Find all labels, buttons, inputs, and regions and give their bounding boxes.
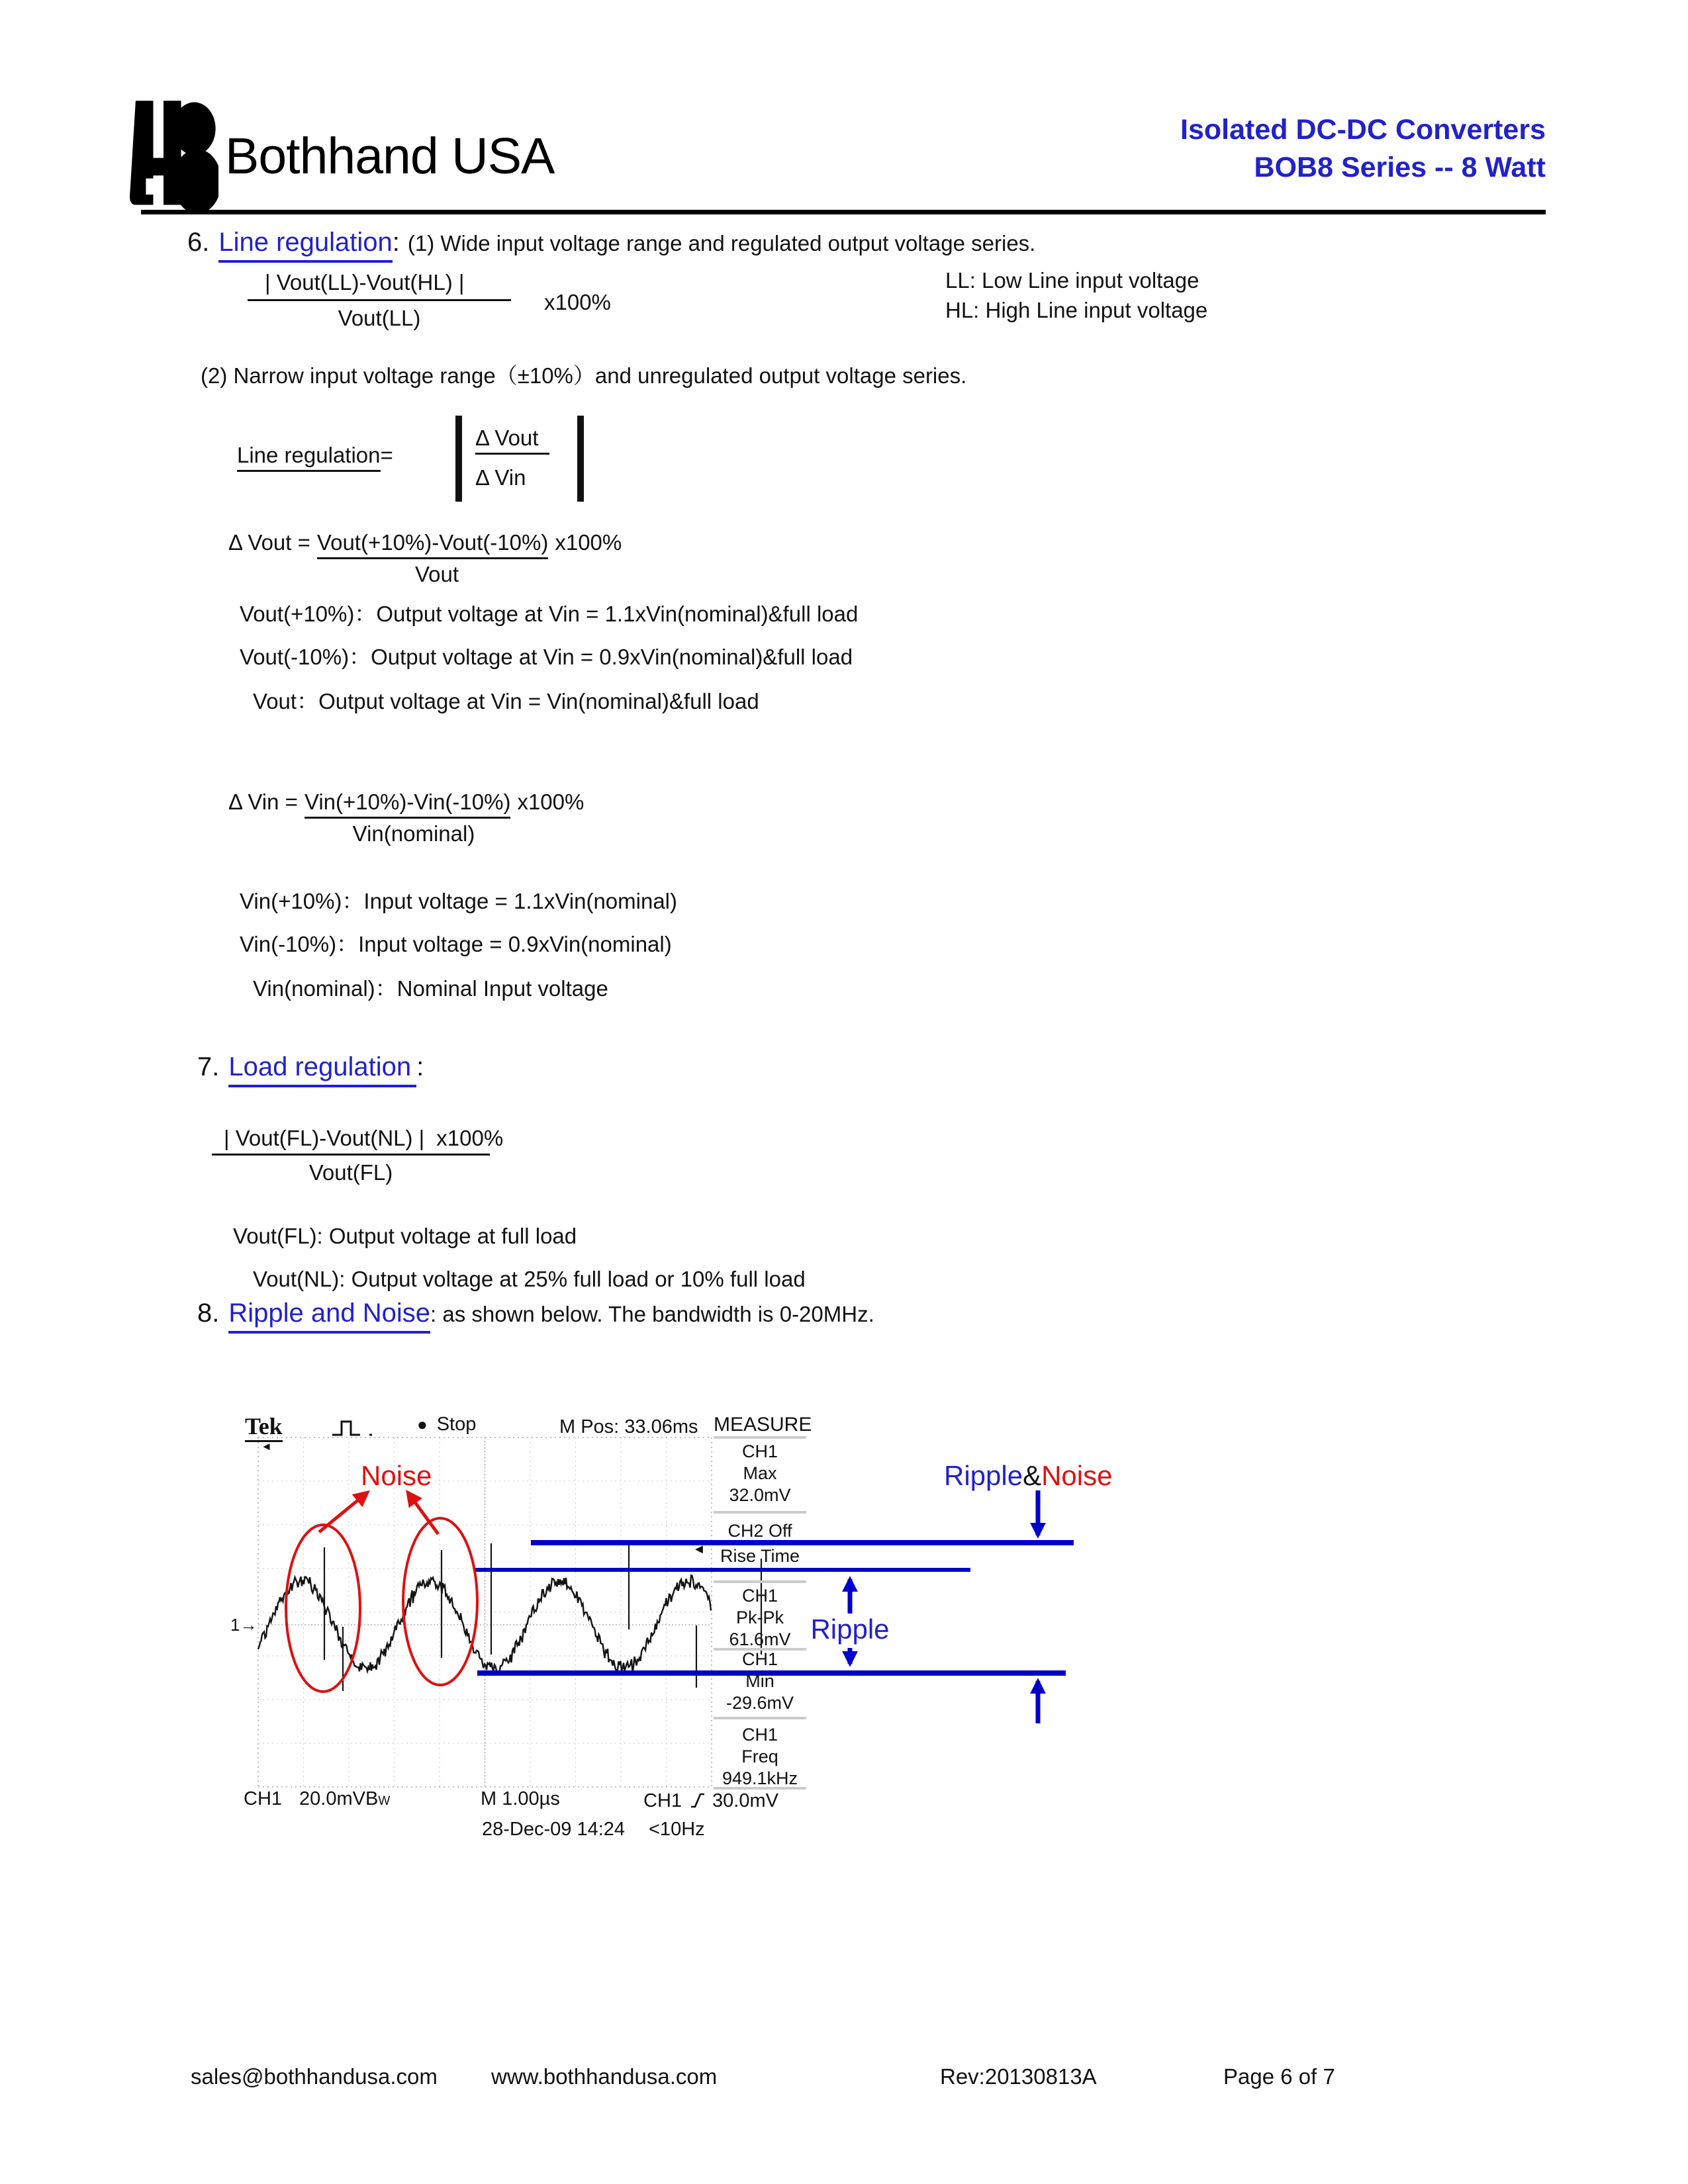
formula3-numerator: Vout(+10%)-Vout(-10%): [317, 529, 548, 559]
formula5-denominator: Vout(FL): [308, 1160, 393, 1185]
section6-intro: (1) Wide input voltage range and regulated output voltage series.: [407, 231, 1036, 255]
section8-title: Ripple and Noise: [228, 1297, 430, 1334]
section8-number: 8.: [197, 1298, 220, 1328]
formula2-numerator: Δ Vout: [475, 425, 549, 455]
trigger-frequency-readout: <10Hz: [649, 1819, 705, 1840]
section7-heading: [197, 1051, 424, 1087]
formula4-row: [228, 789, 584, 819]
formula1-denominator: Vout(LL): [338, 306, 421, 330]
formula5-row: [224, 1125, 503, 1152]
m-position-readout: M Pos: 33.06ms: [559, 1416, 698, 1437]
formula1-numerator: | Vout(LL)-Vout(HL) |: [265, 270, 465, 295]
datetime-readout: 28-Dec-09 14:24: [482, 1819, 626, 1840]
ch1-scale-readout: [244, 1788, 390, 1810]
formula2-label-row: [237, 442, 393, 472]
doc-title-line1: Isolated DC-DC Converters: [1180, 114, 1546, 146]
formula4-numerator: Vin(+10%)-Vin(-10%): [305, 789, 511, 819]
formula5-multiplier: x100%: [436, 1126, 504, 1150]
company-name: Bothhand USA: [225, 128, 555, 185]
measure3-value: 61.6mV: [729, 1629, 791, 1649]
section6-item2: (2) Narrow input voltage range（±10%）and unregulated output voltage series.: [201, 363, 967, 388]
formula4-lhs: Δ Vin =: [228, 790, 298, 814]
formula4-denominator: Vin(nominal): [352, 821, 475, 846]
def-vout: Vout：Output voltage at Vin = Vin(nominal)&full load: [253, 689, 759, 713]
formula2-label: Line regulation: [237, 442, 381, 472]
footer-website: www.bothhandusa.com: [491, 2064, 718, 2089]
footer-email: sales@bothhandusa.com: [191, 2064, 438, 2089]
formula1-legend-ll: LL: Low Line input voltage: [945, 268, 1199, 293]
ch1-label: CH1: [244, 1788, 283, 1809]
ripple-word: Ripple: [944, 1460, 1023, 1491]
waveform-trace: [258, 1542, 761, 1691]
measure2-type: Rise Time: [720, 1546, 800, 1566]
trigger-level-value: 30.0mV: [712, 1790, 778, 1811]
formula3-lhs: Δ Vout =: [228, 530, 310, 555]
noise-word: Noise: [1041, 1460, 1113, 1491]
formula3-row: [228, 529, 622, 559]
measure3-type: Pk-Pk: [735, 1608, 784, 1627]
panel-separator: [714, 1511, 806, 1514]
section8-rest: : as shown below. The bandwidth is 0-20MHz.: [430, 1302, 874, 1326]
formula3-multiplier: x100%: [555, 530, 622, 555]
section7-title: Load regulation: [228, 1051, 416, 1087]
def-vin-plus10: Vin(+10%)：Input voltage = 1.1xVin(nominal): [240, 889, 677, 913]
trigger-waveform-icon: [331, 1418, 373, 1439]
measure2-select-arrow-icon: ◄: [692, 1542, 706, 1557]
measure3-channel: CH1: [741, 1586, 778, 1606]
footer-revision: Rev:20130813A: [940, 2064, 1097, 2089]
measure4-channel: CH1: [741, 1649, 778, 1669]
doc-title: [861, 111, 1546, 187]
noise-annotation: Noise: [361, 1460, 432, 1491]
tek-logo: Tek: [245, 1412, 283, 1442]
measure4-value: -29.6mV: [726, 1693, 794, 1713]
noise-ellipse-1: [286, 1525, 360, 1692]
def-vout-plus10: Vout(+10%)：Output voltage at Vin = 1.1xVin(nominal)&full load: [240, 602, 859, 626]
trigger-readout: [643, 1788, 778, 1812]
def-vin-minus10: Vin(-10%)：Input voltage = 0.9xVin(nominal): [240, 932, 672, 956]
section6-colon: :: [392, 228, 400, 257]
formula5-bar: [212, 1154, 490, 1156]
ripple-and-noise-annotation: [944, 1460, 1112, 1492]
bandwidth-limit-w: W: [378, 1794, 391, 1808]
oscilloscope-capture: [218, 1390, 1331, 1866]
formula4-multiplier: x100%: [517, 790, 585, 814]
formula3-denominator: Vout: [414, 562, 459, 586]
def-vout-minus10: Vout(-10%)：Output voltage at Vin = 0.9xVin(nominal)&full load: [240, 645, 853, 669]
def-vin-nominal: Vin(nominal)：Nominal Input voltage: [253, 976, 608, 1001]
section6-heading: [187, 226, 1035, 263]
stop-label: Stop: [436, 1414, 477, 1435]
section7-number: 7.: [197, 1052, 220, 1081]
trigger-channel: CH1: [643, 1790, 682, 1811]
measure5-channel: CH1: [741, 1725, 778, 1745]
formula2-abs-bar-right: [577, 416, 584, 502]
stop-dot-icon: ●: [417, 1414, 428, 1434]
formula1-multiplier: x100%: [544, 290, 611, 314]
acquisition-status: [417, 1414, 476, 1435]
doc-title-line2: BOB8 Series -- 8 Watt: [1254, 151, 1546, 183]
panel-separator: [714, 1580, 806, 1583]
measure1-value: 32.0mV: [729, 1485, 791, 1505]
formula1-bar: [248, 299, 511, 301]
timebase-readout: M 1.00µs: [481, 1788, 560, 1809]
measure1-type: Max: [743, 1463, 777, 1483]
ripple-annotation: Ripple: [807, 1614, 893, 1645]
formula5-numerator: | Vout(FL)-Vout(NL) |: [224, 1126, 425, 1150]
footer-page-number: Page 6 of 7: [1223, 2064, 1335, 2089]
measure4-type: Min: [745, 1671, 774, 1691]
measure2-channel: CH2 Off: [727, 1521, 792, 1541]
def-vout-fl: Vout(FL): Output voltage at full load: [233, 1224, 577, 1248]
formula2-abs-bar-left: [455, 416, 462, 502]
formula2-denominator: Δ Vin: [475, 465, 526, 490]
measure1-channel: CH1: [741, 1441, 778, 1461]
section6-number: 6.: [187, 228, 210, 257]
rising-edge-icon: [690, 1791, 706, 1809]
measure5-type: Freq: [741, 1747, 778, 1766]
panel-separator: [714, 1717, 806, 1719]
section8-heading: [197, 1297, 874, 1334]
formula2-equals: =: [380, 443, 393, 467]
bandwidth-limit-b: B: [365, 1788, 379, 1809]
section6-title: Line regulation: [218, 226, 392, 263]
trigger-position-icon: ◄: [261, 1440, 272, 1453]
noise-arrow-left: [319, 1492, 367, 1532]
measure-menu-title: MEASURE: [714, 1414, 812, 1435]
section7-colon: :: [416, 1052, 424, 1081]
formula1-legend-hl: HL: High Line input voltage: [945, 298, 1208, 322]
panel-separator: [714, 1436, 806, 1439]
header-divider: [141, 210, 1546, 214]
ampersand-word: &: [1023, 1460, 1042, 1491]
def-vout-nl: Vout(NL): Output voltage at 25% full load or 10% full load: [253, 1267, 806, 1291]
company-logo-icon: [129, 99, 218, 215]
measure5-value: 949.1kHz: [722, 1768, 798, 1788]
noise-ellipse-2: [403, 1518, 477, 1685]
ch1-scale-value: 20.0mV: [299, 1788, 365, 1809]
ch1-ground-marker: 1→: [230, 1615, 258, 1635]
